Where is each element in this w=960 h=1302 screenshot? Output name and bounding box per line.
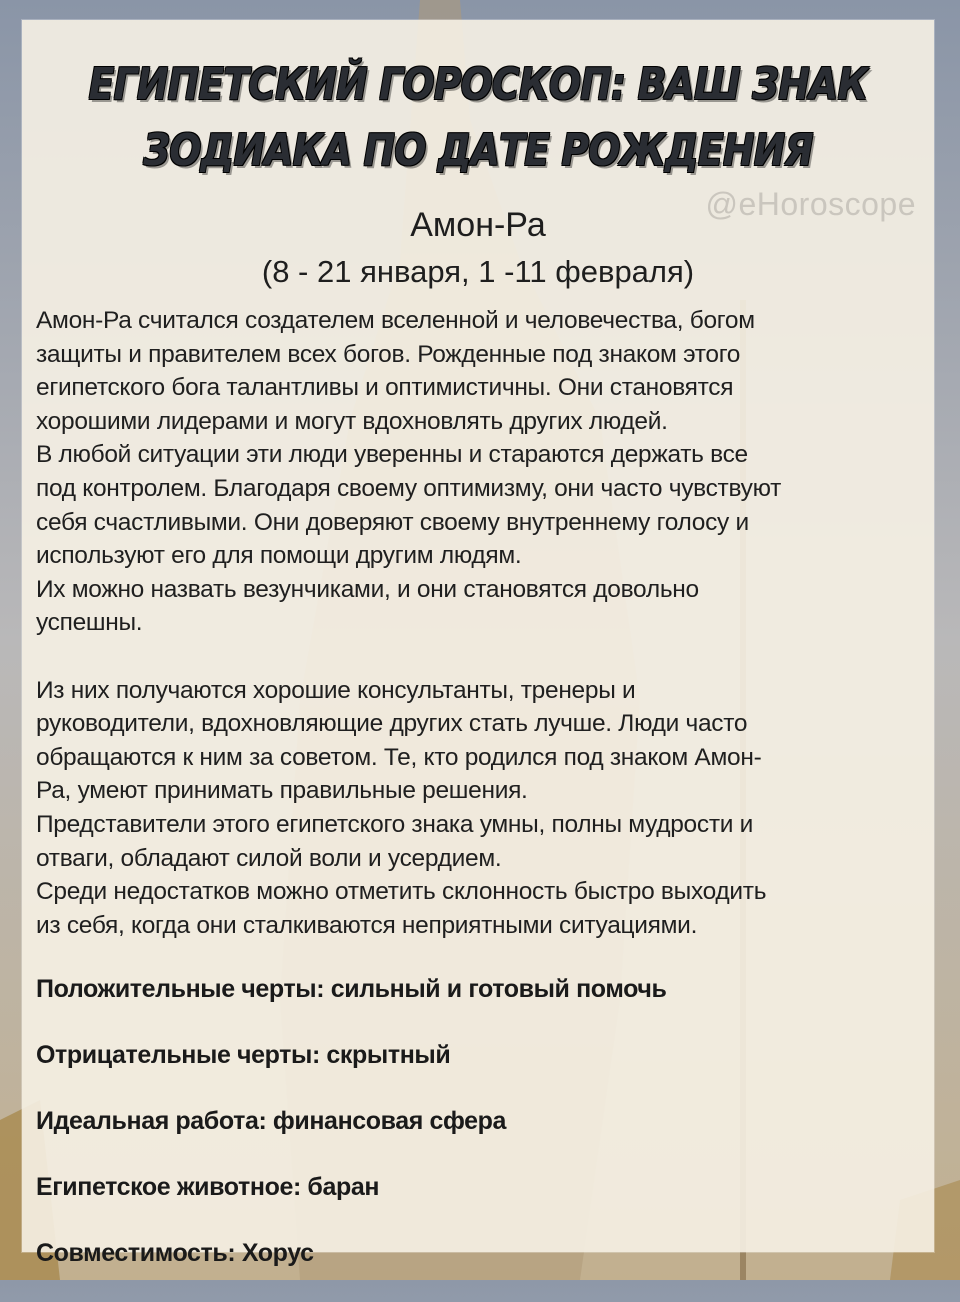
trait-animal: Египетское животное: баран (36, 1173, 380, 1201)
content-card (22, 20, 934, 1267)
title-line-2: ЗОДИАКА ПО ДАТЕ РОЖДЕНИЯ (143, 125, 813, 176)
sign-description (36, 304, 934, 942)
description-paragraph-2: Из них получаются хорошие консультанты, тренеры и руководители, вдохновляющие других стать лучше. Люди часто обращаются к ним за советом. Те, кто родился под знаком Амон- Ра, умеют принимать правильные решения. Представители этого египетского знака умны, полны мудрости и отваги, обладают силой воли и усердием. Среди недостатков можно отметить склонность быстро выходить из себя, когда они сталкиваются неприятными ситуациями. (36, 676, 767, 939)
title-line-1: ЕГИПЕТСКИЙ ГОРОСКОП: ВАШ ЗНАК (88, 59, 868, 110)
trait-ideal-job: Идеальная работа: финансовая сфера (36, 1107, 507, 1135)
sign-dates: (8 - 21 января, 1 -11 февраля) (261, 254, 695, 289)
trait-negative: Отрицательные черты: скрытный (36, 1041, 451, 1069)
description-paragraph-1: Амон-Ра считался создателем вселенной и человечества, богом защиты и правителем всех богов. Рожденные под знаком этого египетского бога талантливы и оптимистичны. Они становятся хорошими лидерами и могут вдохновлять других людей. В любой ситуации эти люди уверенны и стараются держать все под контролем. Благодаря своему оптимизму, они часто чувствуют себя счастливыми. Они доверяют своему внутреннему голосу и используют его для помощи другим людям. Их можно назвать везунчиками, и они становятся довольно успешны. (36, 307, 782, 637)
trait-positive: Положительные черты: сильный и готовый помочь (36, 975, 667, 1003)
sign-name: Амон-Ра (410, 206, 546, 244)
traits-list (36, 972, 916, 1302)
watermark-handle: @eHoroscope (705, 186, 916, 222)
trait-compatibility: Совместимость: Хорус (36, 1239, 314, 1267)
page-title (86, 52, 870, 184)
